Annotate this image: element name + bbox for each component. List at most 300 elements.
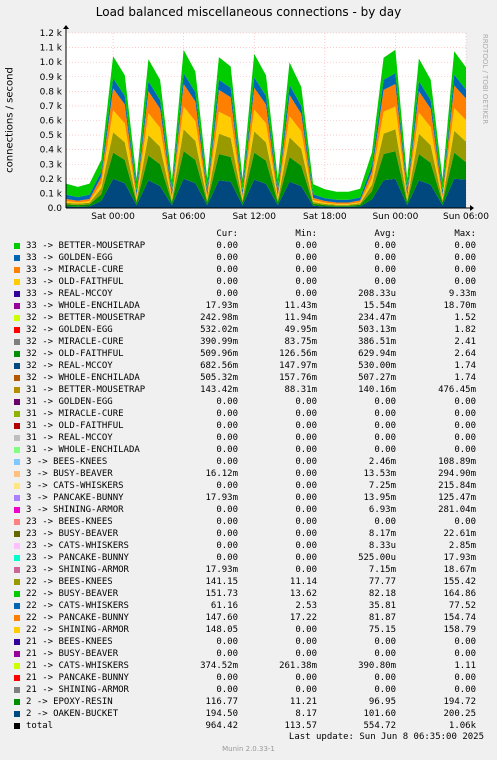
- legend-cur-value: 17.93m: [205, 493, 238, 503]
- legend-avg-value: 234.47m: [358, 313, 396, 323]
- legend-row: [0, 660, 497, 672]
- watermark-text: RRDTOOL / TOBI OETIKER: [481, 33, 489, 125]
- legend-avg-value: 0.00: [374, 277, 396, 287]
- legend-cur-value: 374.52m: [200, 661, 238, 671]
- legend-swatch: [14, 495, 20, 501]
- legend-series-name: 32 -> OLD-FAITHFUL: [26, 349, 124, 359]
- legend-cur-value: 964.42: [205, 721, 238, 731]
- legend-max-value: 2.41: [454, 337, 476, 347]
- legend-max-value: 1.52: [454, 313, 476, 323]
- legend-cur-value: 0.00: [216, 265, 238, 275]
- legend-swatch: [14, 483, 20, 489]
- legend-min-value: 0.00: [295, 541, 317, 551]
- legend-max-value: 0.00: [454, 253, 476, 263]
- legend-series-name: 3 -> SHINING-ARMOR: [26, 505, 124, 515]
- x-tick-label: Sat 12:00: [232, 212, 277, 222]
- legend-cur-value: 0.00: [216, 253, 238, 263]
- legend-cur-value: 0.00: [216, 277, 238, 287]
- legend-header-cur: Cur:: [216, 229, 238, 239]
- legend-swatch: [14, 567, 20, 573]
- legend-avg-value: 0.00: [374, 517, 396, 527]
- legend-swatch: [14, 663, 20, 669]
- legend-min-value: 83.75m: [284, 337, 317, 347]
- legend-swatch: [14, 543, 20, 549]
- y-tick-labels: [40, 29, 63, 214]
- legend-cur-value: 0.00: [216, 529, 238, 539]
- legend-cur-value: 17.93m: [205, 565, 238, 575]
- legend-min-value: 0.00: [295, 277, 317, 287]
- legend-swatch: [14, 459, 20, 465]
- legend-table: [0, 228, 497, 732]
- legend-min-value: 261.38m: [279, 661, 317, 671]
- legend-avg-value: 530.00m: [358, 361, 396, 371]
- legend-series-name: 2 -> EPOXY-RESIN: [26, 697, 113, 707]
- legend-min-value: 0.00: [295, 529, 317, 539]
- legend-max-value: 1.82: [454, 325, 476, 335]
- legend-swatch: [14, 471, 20, 477]
- legend-cur-value: 0.00: [216, 685, 238, 695]
- x-tick-label: Sat 18:00: [303, 212, 347, 222]
- legend-cur-value: 151.73: [205, 589, 238, 599]
- legend-swatch: [14, 399, 20, 405]
- legend-max-value: 125.47m: [438, 493, 476, 503]
- legend-series-name: 23 -> CATS-WHISKERS: [26, 541, 129, 551]
- legend-series-name: 32 -> MIRACLE-CURE: [26, 337, 124, 347]
- legend-avg-value: 8.17m: [368, 529, 396, 539]
- legend-avg-value: 0.00: [374, 685, 396, 695]
- legend-max-value: 18.70m: [443, 301, 476, 311]
- legend-row: [0, 492, 497, 504]
- legend-swatch: [14, 531, 20, 537]
- legend-max-value: 200.25: [443, 709, 476, 719]
- legend-cur-value: 0.00: [216, 289, 238, 299]
- y-tick-label: 0.7 k: [39, 101, 62, 112]
- legend-avg-value: 7.25m: [368, 481, 396, 491]
- legend-row: [0, 684, 497, 696]
- legend-avg-value: 8.33u: [368, 541, 396, 551]
- legend-row: [0, 456, 497, 468]
- legend-row: [0, 648, 497, 660]
- legend-avg-value: 0.00: [374, 253, 396, 263]
- legend-row: [0, 444, 497, 456]
- legend-avg-value: 0.00: [374, 409, 396, 419]
- legend-swatch: [14, 639, 20, 645]
- legend-min-value: 0.00: [295, 457, 317, 467]
- legend-min-value: 0.00: [295, 433, 317, 443]
- legend-avg-value: 0.00: [374, 673, 396, 683]
- legend-swatch: [14, 267, 20, 273]
- legend-min-value: 88.31m: [284, 385, 317, 395]
- legend-min-value: 11.21: [289, 697, 317, 707]
- legend-series-name: 23 -> BEES-KNEES: [26, 517, 113, 527]
- legend-row: [0, 720, 497, 732]
- legend-swatch: [14, 699, 20, 705]
- legend-max-value: 0.00: [454, 445, 476, 455]
- footer-version: Munin 2.0.33-1: [222, 745, 275, 753]
- legend-min-value: 0.00: [295, 409, 317, 419]
- legend-series-name: 21 -> BEES-KNEES: [26, 637, 113, 647]
- legend-header-row: [0, 228, 497, 240]
- legend-avg-value: 0.00: [374, 649, 396, 659]
- legend-avg-value: 507.27m: [358, 373, 396, 383]
- legend-avg-value: 525.00u: [358, 553, 396, 563]
- legend-cur-value: 147.60: [205, 613, 238, 623]
- legend-cur-value: 0.00: [216, 457, 238, 467]
- legend-swatch: [14, 279, 20, 285]
- legend-cur-value: 194.50: [205, 709, 238, 719]
- legend-min-value: 0.00: [295, 649, 317, 659]
- legend-row: [0, 240, 497, 252]
- legend-swatch: [14, 411, 20, 417]
- legend-swatch: [14, 627, 20, 633]
- legend-series-name: 32 -> GOLDEN-EGG: [26, 325, 113, 335]
- legend-row: [0, 288, 497, 300]
- legend-min-value: 0.00: [295, 265, 317, 275]
- legend-series-name: 33 -> REAL-MCCOY: [26, 289, 113, 299]
- legend-min-value: 0.00: [295, 673, 317, 683]
- legend-cur-value: 148.05: [205, 625, 238, 635]
- legend-max-value: 0.00: [454, 649, 476, 659]
- legend-swatch: [14, 591, 20, 597]
- legend-avg-value: 0.00: [374, 445, 396, 455]
- legend-cur-value: 0.00: [216, 553, 238, 563]
- y-tick-label: 0.0: [47, 204, 62, 214]
- legend-series-name: 21 -> BUSY-BEAVER: [26, 649, 119, 659]
- legend-series-name: 32 -> WHOLE-ENCHILADA: [26, 373, 140, 383]
- legend-avg-value: 140.16m: [358, 385, 396, 395]
- y-tick-label: 1.0 k: [39, 58, 62, 69]
- legend-avg-value: 0.00: [374, 637, 396, 647]
- legend-cur-value: 390.99m: [200, 337, 238, 347]
- legend-avg-value: 96.95: [368, 697, 396, 707]
- legend-max-value: 2.64: [454, 349, 476, 359]
- legend-row: [0, 336, 497, 348]
- legend-series-name: 3 -> CATS-WHISKERS: [26, 481, 124, 491]
- legend-row: [0, 624, 497, 636]
- legend-swatch: [14, 687, 20, 693]
- legend-row: [0, 384, 497, 396]
- legend-row: [0, 396, 497, 408]
- y-tick-label: 0.1 k: [39, 189, 62, 200]
- legend-series-name: 3 -> BEES-KNEES: [26, 457, 108, 467]
- legend-avg-value: 0.00: [374, 265, 396, 275]
- legend-row: [0, 360, 497, 372]
- y-tick-label: 0.2 k: [39, 174, 62, 185]
- legend-swatch: [14, 723, 20, 729]
- legend-cur-value: 0.00: [216, 409, 238, 419]
- chart-title: Load balanced miscellaneous connections - by day: [95, 5, 402, 19]
- legend-swatch: [14, 423, 20, 429]
- legend-row: [0, 528, 497, 540]
- legend-min-value: 0.00: [295, 553, 317, 563]
- legend-avg-value: 0.00: [374, 421, 396, 431]
- legend-max-value: 1.74: [454, 361, 476, 371]
- legend-avg-value: 0.00: [374, 241, 396, 251]
- legend-min-value: 0.00: [295, 445, 317, 455]
- legend-series-name: 33 -> MIRACLE-CURE: [26, 265, 124, 275]
- legend-cur-value: 0.00: [216, 637, 238, 647]
- y-tick-label: 1.2 k: [39, 29, 62, 39]
- legend-swatch: [14, 519, 20, 525]
- legend-series-name: 22 -> PANCAKE-BUNNY: [26, 613, 129, 623]
- legend-max-value: 0.00: [454, 409, 476, 419]
- legend-max-value: 0.00: [454, 265, 476, 275]
- legend-min-value: 0.00: [295, 685, 317, 695]
- legend-max-value: 108.89m: [438, 457, 476, 467]
- legend-swatch: [14, 375, 20, 381]
- legend-row: [0, 552, 497, 564]
- x-tick-labels: [91, 212, 489, 222]
- legend-max-value: 158.79: [443, 625, 476, 635]
- legend-min-value: 157.76m: [279, 373, 317, 383]
- legend-series-name: 33 -> WHOLE-ENCHILADA: [26, 301, 140, 311]
- legend-row: [0, 564, 497, 576]
- y-tick-label: 1.1 k: [39, 43, 62, 54]
- legend-row: [0, 600, 497, 612]
- legend-cur-value: 0.00: [216, 421, 238, 431]
- legend-row: [0, 708, 497, 720]
- legend-cur-value: 242.98m: [200, 313, 238, 323]
- legend-swatch: [14, 603, 20, 609]
- legend-max-value: 1.06k: [448, 721, 476, 731]
- legend-max-value: 77.52: [448, 601, 476, 611]
- legend-row: [0, 372, 497, 384]
- legend-max-value: 0.00: [454, 673, 476, 683]
- legend-series-name: 31 -> WHOLE-ENCHILADA: [26, 445, 140, 455]
- legend-swatch: [14, 555, 20, 561]
- legend-series-name: 22 -> BUSY-BEAVER: [26, 589, 119, 599]
- legend-min-value: 0.00: [295, 505, 317, 515]
- legend-cur-value: 0.00: [216, 397, 238, 407]
- legend-swatch: [14, 579, 20, 585]
- legend-row: [0, 516, 497, 528]
- legend-cur-value: 505.32m: [200, 373, 238, 383]
- legend-series-name: 32 -> REAL-MCCOY: [26, 361, 113, 371]
- y-tick-label: 0.6 k: [39, 116, 62, 127]
- y-tick-label: 0.4 k: [39, 145, 62, 156]
- legend-swatch: [14, 711, 20, 717]
- legend-cur-value: 0.00: [216, 541, 238, 551]
- legend-row: [0, 420, 497, 432]
- legend-max-value: 17.93m: [443, 553, 476, 563]
- legend-min-value: 8.17: [295, 709, 317, 719]
- legend-min-value: 0.00: [295, 289, 317, 299]
- legend-min-value: 11.94m: [284, 313, 317, 323]
- legend-avg-value: 208.33u: [358, 289, 396, 299]
- y-axis-arrow: [63, 25, 69, 29]
- legend-max-value: 281.04m: [438, 505, 476, 515]
- legend-series-name: 21 -> SHINING-ARMOR: [26, 685, 129, 695]
- x-tick-label: Sat 06:00: [161, 212, 206, 222]
- legend-swatch: [14, 243, 20, 249]
- legend-series-name: 22 -> SHINING-ARMOR: [26, 625, 129, 635]
- legend-row: [0, 696, 497, 708]
- legend-series-name: 23 -> BUSY-BEAVER: [26, 529, 119, 539]
- legend-cur-value: 0.00: [216, 517, 238, 527]
- legend-max-value: 0.00: [454, 421, 476, 431]
- legend-cur-value: 0.00: [216, 481, 238, 491]
- legend-row: [0, 312, 497, 324]
- legend-max-value: 2.85m: [448, 541, 476, 551]
- y-tick-label: 0.8 k: [39, 87, 62, 98]
- legend-row: [0, 480, 497, 492]
- legend-min-value: 17.22: [289, 613, 317, 623]
- legend-avg-value: 7.15m: [368, 565, 396, 575]
- legend-cur-value: 16.12m: [205, 469, 238, 479]
- y-axis-label-text: connections / second: [4, 67, 16, 173]
- legend-min-value: 11.14: [289, 577, 317, 587]
- legend-swatch: [14, 507, 20, 513]
- legend-avg-value: 13.95m: [363, 493, 396, 503]
- legend-min-value: 0.00: [295, 241, 317, 251]
- legend-series-name: 3 -> PANCAKE-BUNNY: [26, 493, 124, 503]
- legend-min-value: 0.00: [295, 493, 317, 503]
- legend-series-name: 23 -> PANCAKE-BUNNY: [26, 553, 129, 563]
- legend-max-value: 215.84m: [438, 481, 476, 491]
- legend-cur-value: 0.00: [216, 673, 238, 683]
- legend-series-name: 33 -> BETTER-MOUSETRAP: [26, 241, 146, 251]
- legend-max-value: 0.00: [454, 433, 476, 443]
- legend-min-value: 0.00: [295, 637, 317, 647]
- legend-row: [0, 588, 497, 600]
- legend-max-value: 154.74: [443, 613, 476, 623]
- legend-min-value: 113.57: [284, 721, 317, 731]
- legend-max-value: 155.42: [443, 577, 476, 587]
- legend-min-value: 0.00: [295, 397, 317, 407]
- legend-series-name: 32 -> BETTER-MOUSETRAP: [26, 313, 146, 323]
- legend-swatch: [14, 339, 20, 345]
- legend-max-value: 1.74: [454, 373, 476, 383]
- legend-series-name: 31 -> MIRACLE-CURE: [26, 409, 124, 419]
- legend-max-value: 18.67m: [443, 565, 476, 575]
- legend-max-value: 0.00: [454, 637, 476, 647]
- legend-row: [0, 252, 497, 264]
- stacked-area-chart: [0, 0, 497, 228]
- legend-avg-value: 0.00: [374, 433, 396, 443]
- legend-header-avg: Avg:: [374, 229, 396, 239]
- legend-max-value: 22.61m: [443, 529, 476, 539]
- legend-series-name: 21 -> CATS-WHISKERS: [26, 661, 129, 671]
- x-tick-label: Sun 06:00: [443, 212, 489, 222]
- legend-row: [0, 612, 497, 624]
- legend-series-name: 33 -> GOLDEN-EGG: [26, 253, 113, 263]
- legend-row: [0, 636, 497, 648]
- legend-series-name: 31 -> GOLDEN-EGG: [26, 397, 113, 407]
- legend-cur-value: 532.02m: [200, 325, 238, 335]
- legend-swatch: [14, 651, 20, 657]
- legend-swatch: [14, 615, 20, 621]
- x-axis-arrow: [470, 205, 474, 211]
- legend-header-min: Min:: [295, 229, 317, 239]
- legend-max-value: 0.00: [454, 685, 476, 695]
- legend-series-name: 31 -> BETTER-MOUSETRAP: [26, 385, 146, 395]
- legend-swatch: [14, 303, 20, 309]
- legend-cur-value: 0.00: [216, 505, 238, 515]
- legend-avg-value: 629.94m: [358, 349, 396, 359]
- legend-max-value: 194.72: [443, 697, 476, 707]
- legend-row: [0, 576, 497, 588]
- legend-series-name: 2 -> OAKEN-BUCKET: [26, 709, 119, 719]
- legend-swatch: [14, 255, 20, 261]
- y-tick-label: 0.5 k: [39, 131, 62, 142]
- legend-cur-value: 17.93m: [205, 301, 238, 311]
- legend-row: [0, 432, 497, 444]
- legend-cur-value: 0.00: [216, 241, 238, 251]
- legend-avg-value: 2.46m: [368, 457, 396, 467]
- legend-min-value: 0.00: [295, 481, 317, 491]
- legend-max-value: 164.86: [443, 589, 476, 599]
- legend-min-value: 0.00: [295, 517, 317, 527]
- legend-swatch: [14, 351, 20, 357]
- legend-row: [0, 348, 497, 360]
- legend-max-value: 9.33m: [448, 289, 476, 299]
- legend-series-name: 3 -> BUSY-BEAVER: [26, 469, 113, 479]
- legend-series-name: 33 -> OLD-FAITHFUL: [26, 277, 124, 287]
- x-tick-label: Sun 00:00: [372, 212, 419, 222]
- legend-row: [0, 324, 497, 336]
- legend-max-value: 0.00: [454, 517, 476, 527]
- legend-row: [0, 276, 497, 288]
- legend-series-name: 22 -> CATS-WHISKERS: [26, 601, 129, 611]
- legend-row: [0, 672, 497, 684]
- legend-avg-value: 81.87: [368, 613, 396, 623]
- legend-row: [0, 540, 497, 552]
- legend-min-value: 0.00: [295, 253, 317, 263]
- legend-cur-value: 0.00: [216, 433, 238, 443]
- legend-series-name: 21 -> PANCAKE-BUNNY: [26, 673, 129, 683]
- legend-max-value: 294.90m: [438, 469, 476, 479]
- legend-cur-value: 0.00: [216, 649, 238, 659]
- legend-max-value: 1.11: [454, 661, 476, 671]
- legend-avg-value: 386.51m: [358, 337, 396, 347]
- y-tick-label: 0.3 k: [39, 160, 62, 171]
- legend-avg-value: 15.54m: [363, 301, 396, 311]
- legend-avg-value: 75.15: [368, 625, 396, 635]
- legend-max-value: 0.00: [454, 277, 476, 287]
- legend-min-value: 0.00: [295, 565, 317, 575]
- last-update: Last update: Sun Jun 8 06:35:00 2025: [288, 732, 484, 742]
- legend-rows: [0, 240, 497, 732]
- legend-series-name: 31 -> REAL-MCCOY: [26, 433, 113, 443]
- legend-max-value: 0.00: [454, 397, 476, 407]
- legend-avg-value: 390.80m: [358, 661, 396, 671]
- legend-swatch: [14, 675, 20, 681]
- legend-min-value: 126.56m: [279, 349, 317, 359]
- legend-min-value: 2.53: [295, 601, 317, 611]
- legend-avg-value: 6.93m: [368, 505, 396, 515]
- legend-min-value: 49.95m: [284, 325, 317, 335]
- legend-series-name: total: [26, 721, 54, 731]
- legend-avg-value: 101.60: [363, 709, 396, 719]
- legend-cur-value: 116.77: [205, 697, 238, 707]
- legend-series-name: 23 -> SHINING-ARMOR: [26, 565, 129, 575]
- legend-avg-value: 0.00: [374, 397, 396, 407]
- x-tick-label: Sat 00:00: [91, 212, 135, 222]
- legend-min-value: 0.00: [295, 625, 317, 635]
- legend-min-value: 13.62: [289, 589, 317, 599]
- legend-row: [0, 408, 497, 420]
- legend-avg-value: 503.13m: [358, 325, 396, 335]
- y-tick-label: 0.9 k: [39, 72, 62, 83]
- legend-swatch: [14, 291, 20, 297]
- legend-row: [0, 468, 497, 480]
- legend-swatch: [14, 387, 20, 393]
- legend-swatch: [14, 435, 20, 441]
- legend-avg-value: 35.81: [368, 601, 396, 611]
- legend-avg-value: 13.53m: [363, 469, 396, 479]
- legend-swatch: [14, 363, 20, 369]
- legend-swatch: [14, 447, 20, 453]
